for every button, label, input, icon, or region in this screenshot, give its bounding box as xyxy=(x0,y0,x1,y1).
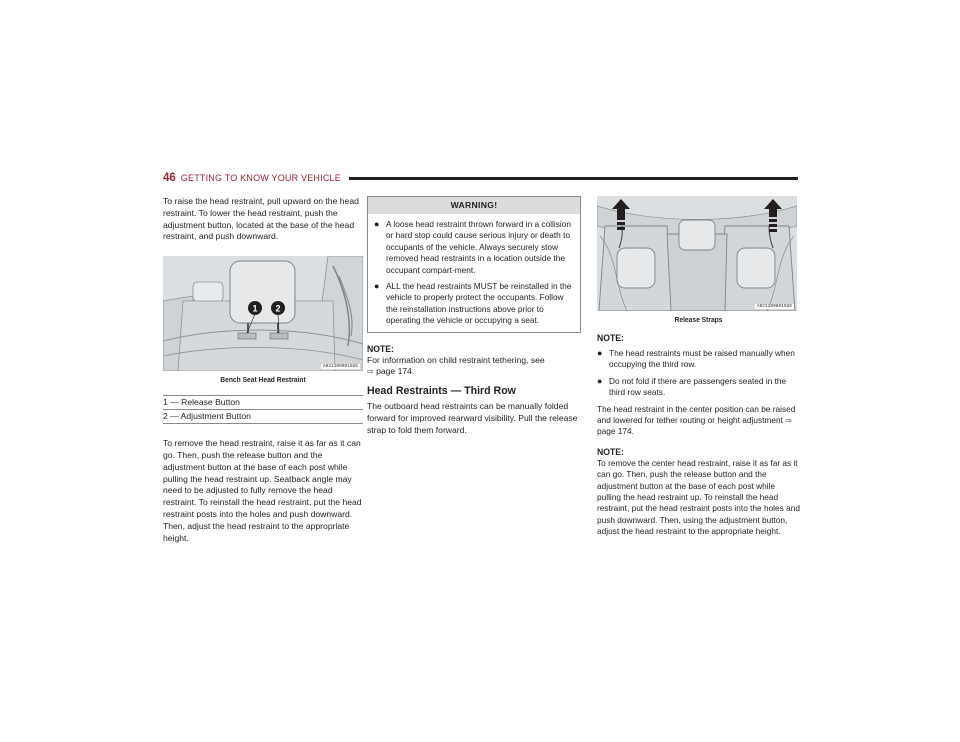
warning-title: WARNING! xyxy=(368,197,580,214)
column-2 xyxy=(367,196,581,437)
warning-item xyxy=(374,219,574,276)
note-bullet xyxy=(597,376,800,399)
release-straps-figure xyxy=(597,196,797,311)
figure-caption: Release Straps xyxy=(674,315,723,324)
removal-paragraph: To remove the head restraint, raise it as far as it can go. Then, push the release button and the adjustment button at the base of each post while pulling the head restraint up. Seatback angle may need to be adjusted to fully remove the head restraint. To reinstall the head restraint, put the head restraint posts into the holes and push downward. Then, adjust the head restraint to the appropriate height. xyxy=(163,438,362,543)
release-straps-illustration xyxy=(597,196,797,311)
warning-item xyxy=(374,281,574,327)
note2-text: To remove the center head restraint, raise it as far as it can go. Then, push the release button and the adjustment button at the base of each post while pulling the head restraint up. To reinstall the head restraint, put the head restraint posts into the holes and push downward. Then, using the adjustment button, adjust the head restraint to the appropriate height. xyxy=(597,457,800,537)
third-row-paragraph: The outboard head restraints can be manually folded forward for improved rearward visibility. Pull the release strap to fold them forward. xyxy=(367,401,578,435)
warning-item-text: ALL the head restraints MUST be reinstalled in the vehicle to properly protect the occupants. Follow the reinstallation instructions above prior to operating the vehicle or occupying a seat. xyxy=(386,281,572,326)
figure-caption: Bench Seat Head Restraint xyxy=(220,375,306,385)
right-arrow-icon: ⇨ xyxy=(367,367,374,377)
right-arrow-icon: ⇨ xyxy=(785,416,792,426)
figure-code: A0212000018US xyxy=(322,364,358,370)
warning-box xyxy=(367,196,581,333)
warning-item-text: A loose head restraint thrown forward in a collision or hard stop could cause serious injury or death to occupants of the vehicle. Always securely stow removed head restraints in a location outside the occupant compart-ment. xyxy=(386,219,571,275)
bullet-icon: ● xyxy=(597,348,603,358)
bullet-icon: ● xyxy=(374,219,380,229)
legend-item-adjustment-button: 2 — Adjustment Button xyxy=(163,410,363,424)
callout-2 xyxy=(271,301,285,315)
note-bullet xyxy=(597,348,800,371)
bench-seat-figure xyxy=(163,256,363,371)
note-page-link[interactable]: page 174. xyxy=(376,366,415,377)
column-1 xyxy=(163,196,363,544)
note-body: For information on child restraint tethering, see xyxy=(367,354,545,365)
page-header xyxy=(163,172,798,184)
legend-item-release-button: 1 — Release Button xyxy=(163,396,363,410)
bullet-icon: ● xyxy=(374,281,380,292)
note-label: NOTE: xyxy=(367,343,394,355)
note-text xyxy=(367,355,581,379)
callout-1 xyxy=(248,301,262,315)
bullet-icon: ● xyxy=(597,375,603,386)
figure-code: A0212000015US xyxy=(756,304,792,309)
callout-legend xyxy=(163,395,363,424)
intro-paragraph: To raise the head restraint, pull upward on the head restraint. To lower the head restraint, push the adjustment button, located at the base of the head restraint, and push downward. xyxy=(163,196,359,242)
center-restraint-text: The head restraint in the center position can be raised and lowered for tether routing or height adjustment xyxy=(597,403,796,426)
header-rule xyxy=(349,177,798,180)
page-number: 46 xyxy=(163,172,176,184)
center-page-link[interactable]: page 174. xyxy=(597,426,634,437)
callout-1-label: 1 xyxy=(252,303,258,314)
column-3 xyxy=(597,196,800,538)
warning-body xyxy=(368,214,580,332)
callout-2-label: 2 xyxy=(275,303,281,314)
section-heading: Head Restraints — Third Row xyxy=(367,385,516,398)
note-bullet-text: The head restraints must be raised manually when occupying the third row. xyxy=(609,348,795,370)
note2-label: NOTE: xyxy=(597,446,624,458)
note-bullet-text: Do not fold if there are passengers seated in the third row seats. xyxy=(609,375,787,398)
bench-seat-illustration xyxy=(163,256,363,371)
section-title: GETTING TO KNOW YOUR VEHICLE xyxy=(180,173,341,183)
center-restraint-paragraph xyxy=(597,404,800,438)
note-block xyxy=(367,344,581,379)
note-label: NOTE: xyxy=(597,333,624,344)
